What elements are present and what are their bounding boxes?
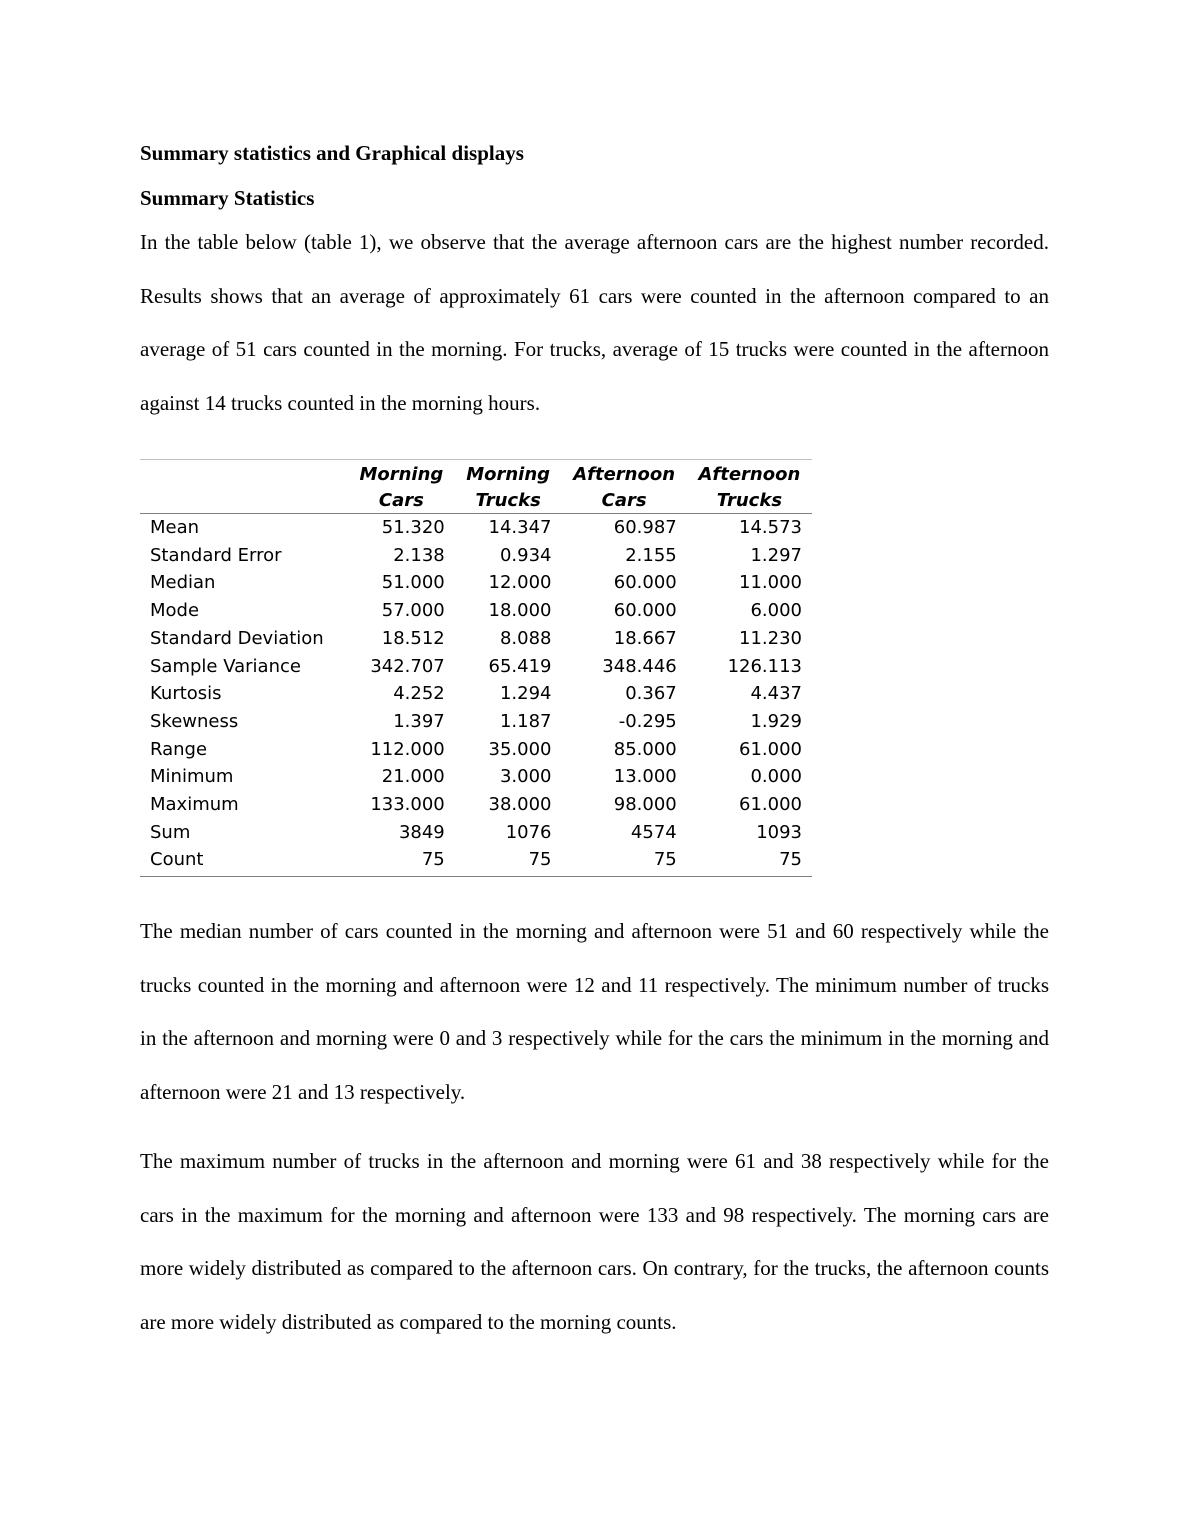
table-cell: 14.347 [488,517,552,538]
table-cell: 4.252 [393,683,445,705]
row-label: Maximum [150,794,239,816]
intro-paragraph: In the table below (table 1), we observe that the average afternoon cars are the highest number recorded. Results shows that an average of approximately 61 cars were counted in the afternoon compared to an average of 51 cars counted in the morning. For trucks, average of 15 trucks were counted in the afternoon against 14 trucks counted in the morning hours. [140,230,1049,416]
column-header [348,460,455,514]
table-cell: 112.000 [370,738,445,760]
table-cell: 8.088 [499,627,552,649]
table-cell: 1093 [756,821,802,843]
table-cell: 12.000 [488,572,552,594]
column-header-line1: Morning [359,464,444,485]
table-cell: 51.320 [381,517,445,538]
table-cell: 1.397 [393,710,445,732]
column-header [562,460,687,514]
table-cell: 11.230 [739,627,802,649]
table-cell: 85.000 [613,738,677,760]
column-header-line2: Cars [378,489,424,511]
row-label: Skewness [150,710,239,732]
table-cell: 126.113 [727,655,802,677]
row-label: Sum [150,821,191,843]
maximum-distribution-paragraph: The maximum number of trucks in the afternoon and morning were 61 and 38 respectively while for the cars in the maximum for the morning and afternoon were 133 and 98 respectively. The morning cars are more widely distributed as compared to the afternoon cars. On contrary, for the trucks, the afternoon counts are more widely distributed as compared to the morning counts. [140,1149,1049,1335]
table-row [140,653,812,681]
row-label: Sample Variance [150,655,301,677]
row-label: Standard Deviation [150,627,324,649]
table-cell: 57.000 [381,600,445,622]
table-cell: 51.000 [381,572,445,594]
table-row [140,680,812,708]
table-row [140,569,812,597]
table-cell: 75 [562,846,687,876]
table-row [140,846,812,876]
table-cell: 60.987 [613,517,677,538]
table-cell: 75 [455,846,562,876]
table-row [140,514,812,542]
table-cell: 3849 [398,821,445,843]
column-header-line1: Morning [466,464,551,485]
table-cell: 21.000 [381,766,445,788]
row-label: Kurtosis [150,683,222,705]
section-heading: Summary Statistics [140,186,315,210]
table-cell: 35.000 [488,738,552,760]
table-cell: 4574 [630,821,677,843]
table-header [140,460,812,514]
table-cell: 18.667 [613,627,677,649]
table-cell: 133.000 [370,794,445,816]
column-header [687,460,812,514]
table-cell: 0.367 [625,683,677,705]
row-label: Mode [150,600,200,622]
table-cell: 65.419 [488,655,552,677]
table-row [140,542,812,570]
median-minimum-paragraph: The median number of cars counted in the morning and afternoon were 51 and 60 respectively while the trucks counted in the morning and afternoon were 12 and 11 respectively. The minimum number of trucks in the afternoon and morning were 0 and 3 respectively while for the cars the minimum in the morning and afternoon were 21 and 13 respectively. [140,919,1049,1105]
table-cell: 1076 [505,821,552,843]
document-title: Summary statistics and Graphical displays [140,141,524,165]
row-label: Range [150,738,208,760]
table-cell: -0.295 [618,710,677,732]
table-cell: 60.000 [613,600,677,622]
table-cell: 1.294 [499,683,552,705]
table-cell: 1.929 [750,710,802,732]
table-row [140,625,812,653]
table-cell: 61.000 [739,738,802,760]
table-cell: 14.573 [739,517,802,538]
table-row [140,819,812,847]
row-label: Count [140,846,348,876]
table-cell: 6.000 [750,600,802,622]
summary-statistics-table [140,459,812,877]
table-cell: 98.000 [613,794,677,816]
table-row [140,791,812,819]
table-cell: 0.934 [499,544,552,566]
row-label: Mean [150,517,200,538]
table-cell: 38.000 [488,794,552,816]
table-cell: 18.000 [488,600,552,622]
table-cell: 75 [348,846,455,876]
table-cell: 61.000 [739,794,802,816]
table-cell: 3.000 [499,766,552,788]
header-blank-cell [140,460,348,514]
column-header-line1: Afternoon [573,464,676,485]
table-cell: 75 [687,846,812,876]
column-header-line2: Trucks [716,489,783,511]
row-label: Minimum [150,766,234,788]
table-cell: 13.000 [613,766,677,788]
table-row [140,597,812,625]
table-body [140,514,812,877]
table-cell: 4.437 [750,683,802,705]
table-cell: 60.000 [613,572,677,594]
table-cell: 2.138 [393,544,445,566]
table-cell: 348.446 [602,655,677,677]
table-cell: 11.000 [739,572,802,594]
table-row [140,763,812,791]
row-label: Standard Error [150,544,282,566]
table-row [140,708,812,736]
column-header-line2: Cars [601,489,647,511]
table-cell: 2.155 [625,544,677,566]
column-header-line1: Afternoon [698,464,801,485]
table-cell: 1.187 [499,710,552,732]
table-cell: 0.000 [750,766,802,788]
column-header [455,460,562,514]
table-cell: 1.297 [750,544,802,566]
table-cell: 18.512 [381,627,445,649]
table-cell: 342.707 [370,655,445,677]
column-header-line2: Trucks [475,489,541,511]
row-label: Median [150,572,216,594]
table-row [140,736,812,764]
